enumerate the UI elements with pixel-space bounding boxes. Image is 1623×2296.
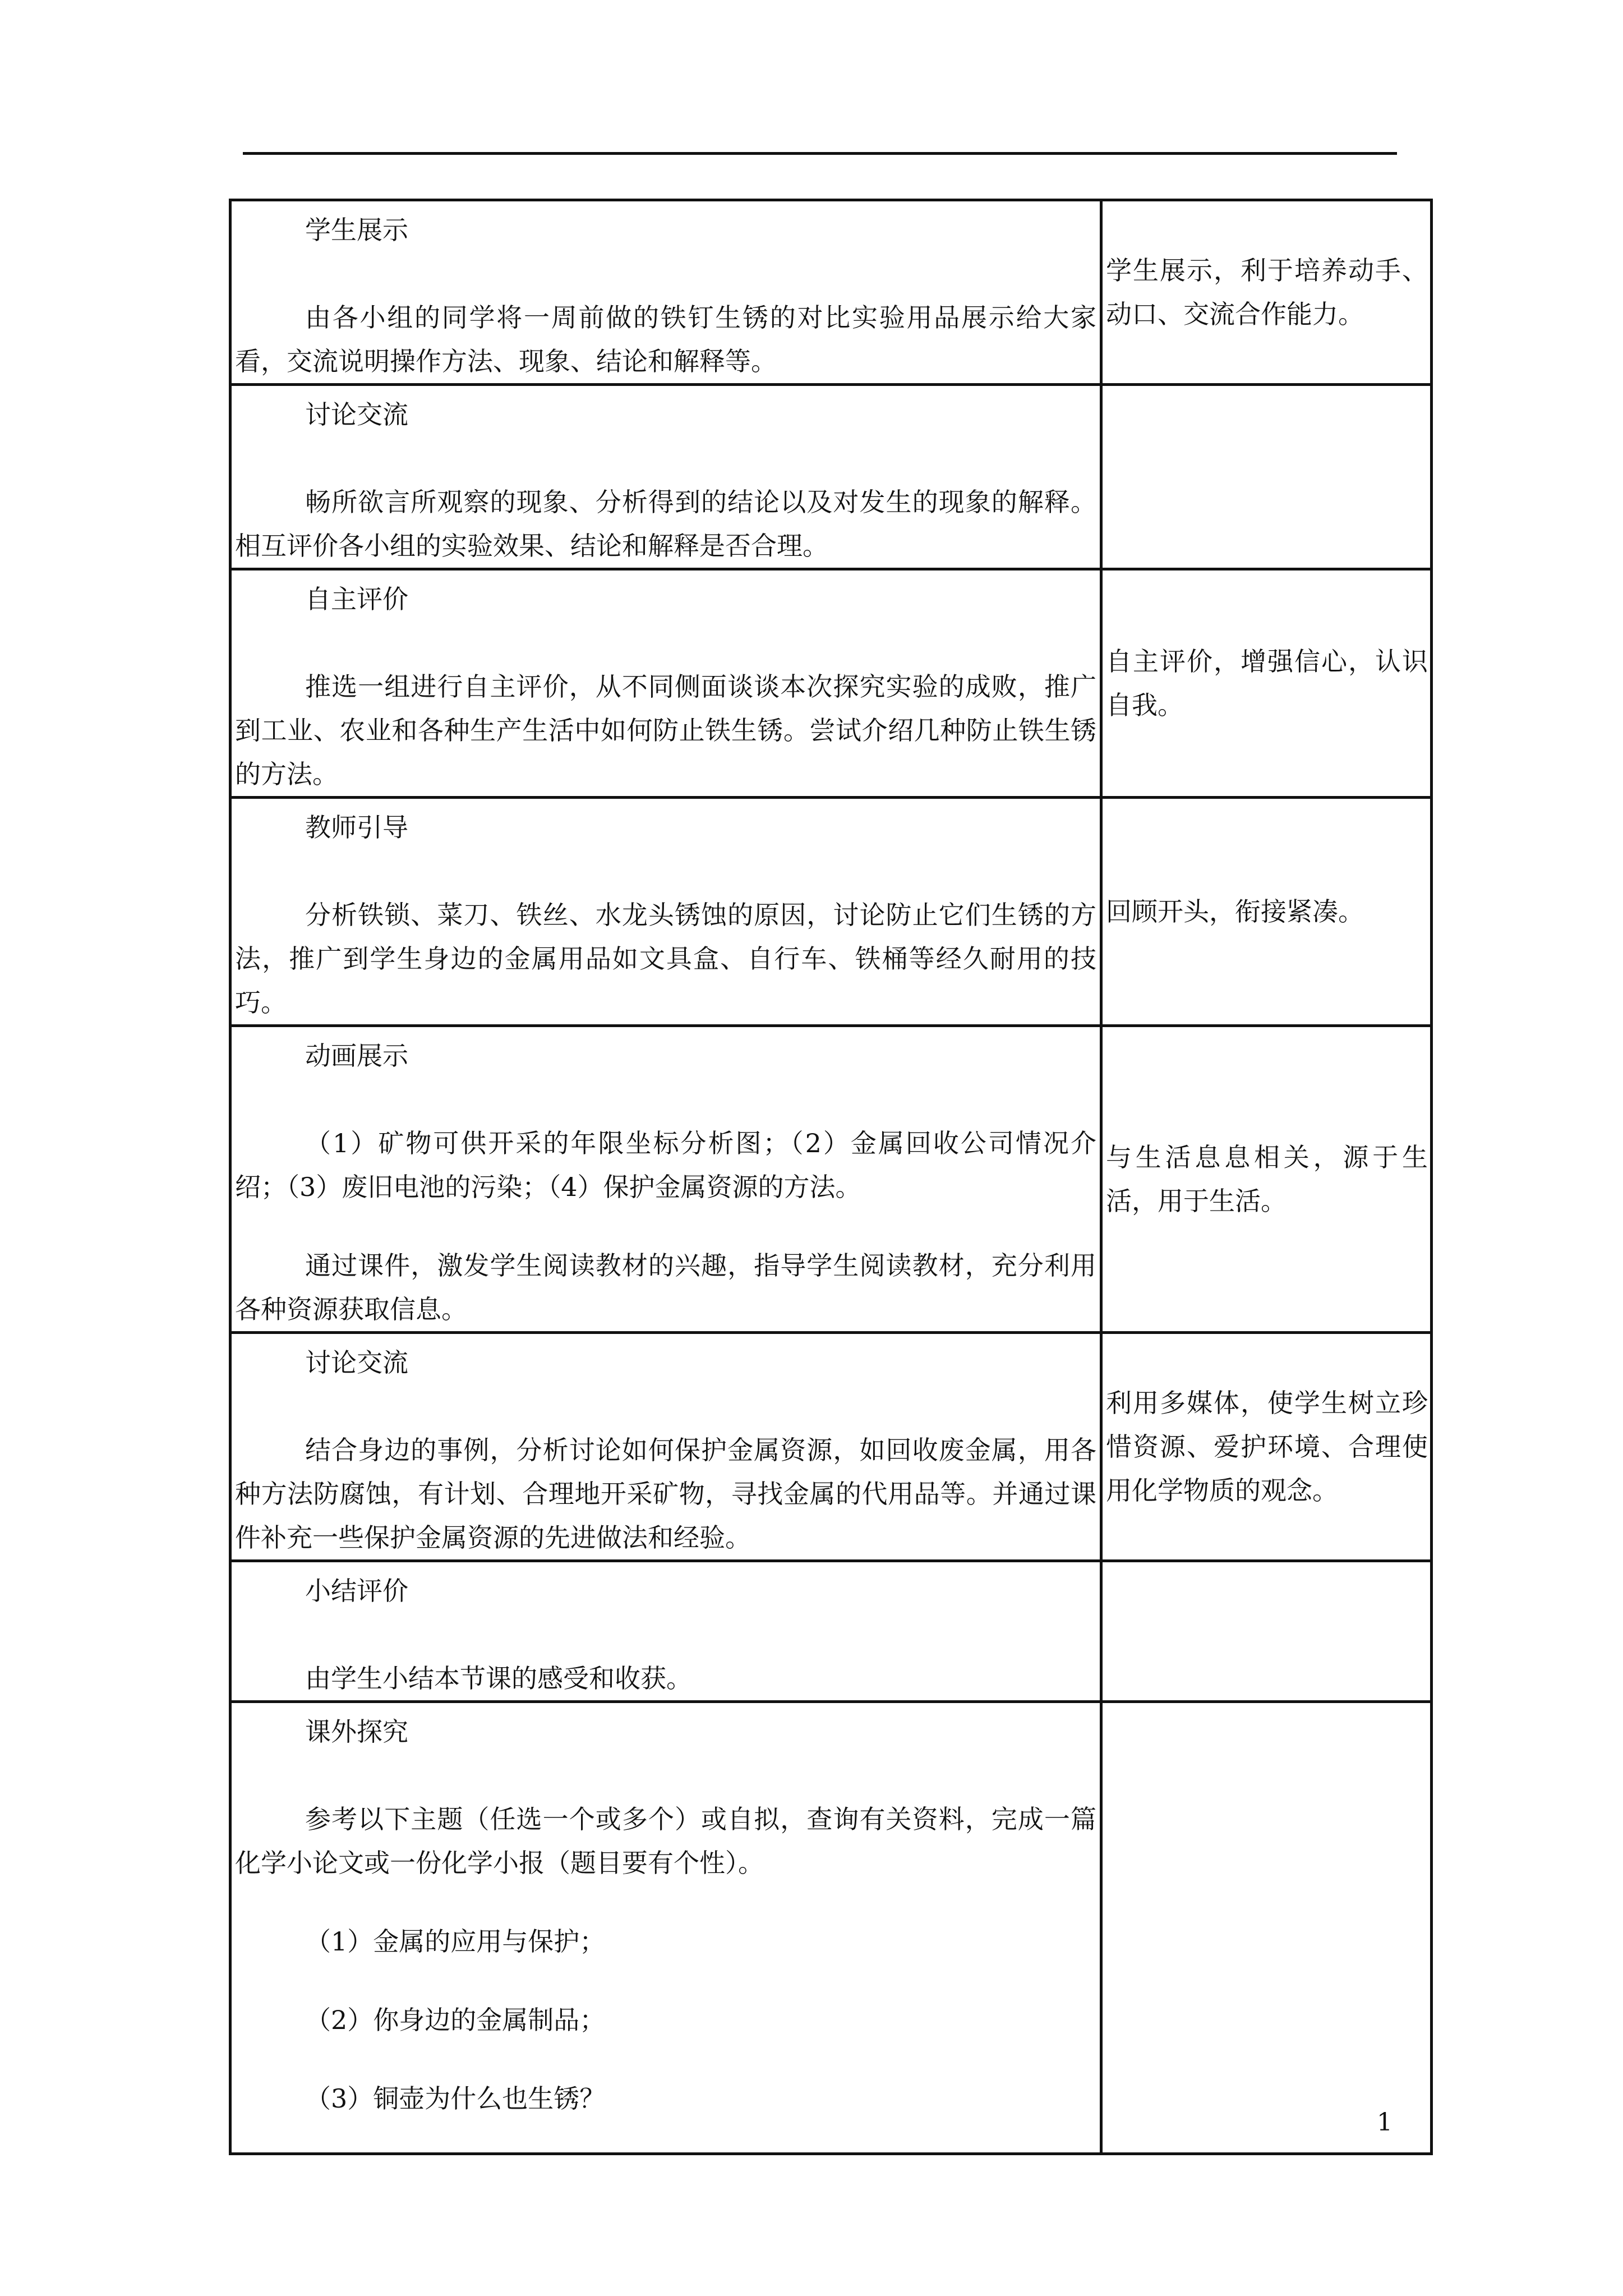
intent-cell [1101, 1026, 1432, 1333]
topic-item: （3）铜壶为什么也生锈？ [305, 2083, 606, 2114]
activity-cell [230, 1333, 1101, 1561]
activity-paragraph: 由学生小结本节课的感受和收获。 [305, 1663, 692, 1694]
activity-cell [230, 1026, 1101, 1333]
lesson-row [230, 1561, 1432, 1702]
intent-note: 学生展示，利于培养动手、动口、交流合作能力。 [1106, 255, 1428, 329]
activity-paragraph: 畅所欲言所观察的现象、分析得到的结论以及对发生的现象的解释。相互评价各小组的实验效果、结论和解释是否合理。 [235, 487, 1096, 561]
intent-note: 与生活息息相关，源于生活，用于生活。 [1106, 1142, 1428, 1216]
activity-title: 动画展示 [305, 1041, 408, 1071]
activity-paragraph: 分析铁锁、菜刀、铁丝、水龙头锈蚀的原因，讨论防止它们生锈的方法，推广到学生身边的金属用品如文具盒、自行车、铁桶等经久耐用的技巧。 [235, 900, 1096, 1018]
lesson-row [230, 1333, 1432, 1561]
activity-cell [230, 1702, 1101, 2154]
lesson-row [230, 1702, 1432, 2154]
activity-paragraph: （1）矿物可供开采的年限坐标分析图；（2）金属回收公司情况介绍；（3）废旧电池的污染；（4）保护金属资源的方法。 [235, 1128, 1096, 1202]
lesson-row [230, 1026, 1432, 1333]
page-number: 1 [1377, 2108, 1393, 2137]
activity-paragraph: 由各小组的同学将一周前做的铁钉生锈的对比实验用品展示给大家看，交流说明操作方法、现象、结论和解释等。 [235, 302, 1096, 376]
activity-paragraph: 通过课件，激发学生阅读教材的兴趣，指导学生阅读教材，充分利用各种资源获取信息。 [235, 1250, 1096, 1324]
intent-cell [1101, 1702, 1432, 2154]
topic-item: （1）金属的应用与保护； [305, 1926, 606, 1957]
activity-cell [230, 1561, 1101, 1702]
intent-cell [1101, 1333, 1432, 1561]
lesson-row [230, 385, 1432, 569]
activity-cell [230, 798, 1101, 1026]
lesson-table [229, 199, 1433, 2155]
intent-note: 利用多媒体，使学生树立珍惜资源、爱护环境、合理使用化学物质的观念。 [1106, 1388, 1428, 1506]
topic-item: （2）你身边的金属制品； [305, 2005, 606, 2035]
lesson-row [230, 569, 1432, 798]
lesson-row [230, 200, 1432, 385]
activity-title: 教师引导 [305, 812, 408, 843]
activity-title: 学生展示 [305, 215, 408, 245]
activity-title: 小结评价 [305, 1576, 408, 1606]
activity-paragraph: 推选一组进行自主评价，从不同侧面谈谈本次探究实验的成败，推广到工业、农业和各种生产生活中如何防止铁生锈。尝试介绍几种防止铁生锈的方法。 [235, 671, 1096, 789]
intent-cell [1101, 798, 1432, 1026]
lesson-row [230, 798, 1432, 1026]
activity-paragraph: 参考以下主题（任选一个或多个）或自拟，查询有关资料，完成一篇化学小论文或一份化学小报（题目要有个性）。 [235, 1804, 1096, 1878]
activity-title: 自主评价 [305, 584, 408, 614]
header-rule [243, 152, 1397, 155]
intent-cell [1101, 385, 1432, 569]
intent-note: 自主评价，增强信心，认识自我。 [1106, 646, 1428, 720]
activity-cell [230, 569, 1101, 798]
activity-paragraph: 结合身边的事例，分析讨论如何保护金属资源，如回收废金属，用各种方法防腐蚀，有计划、合理地开采矿物，寻找金属的代用品等。并通过课件补充一些保护金属资源的先进做法和经验。 [235, 1435, 1096, 1553]
intent-note: 回顾开头，衔接紧凑。 [1106, 896, 1364, 927]
activity-cell [230, 200, 1101, 385]
intent-cell [1101, 569, 1432, 798]
lesson-table-body [230, 200, 1432, 2154]
activity-title: 讨论交流 [305, 1347, 408, 1378]
activity-title: 课外探究 [305, 1717, 408, 1747]
intent-cell [1101, 200, 1432, 385]
activity-title: 讨论交流 [305, 399, 408, 430]
activity-cell [230, 385, 1101, 569]
intent-cell [1101, 1561, 1432, 1702]
